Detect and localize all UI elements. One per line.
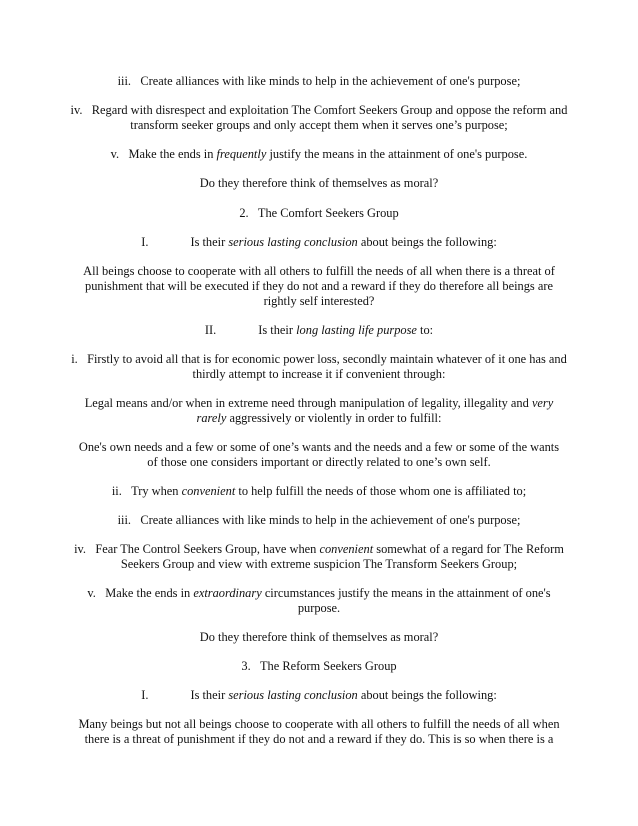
roman-item-I — [0, 688, 638, 703]
paragraph-text: aggressively or violently in order to fulfill: — [229, 411, 442, 425]
paragraph-line — [0, 294, 638, 309]
paragraph-line — [0, 279, 638, 294]
paragraph-text: rightly self interested? — [263, 294, 375, 308]
section-title: The Reform Seekers Group — [259, 659, 397, 673]
question-text: Do they therefore think of themselves as moral? — [199, 176, 439, 190]
question-text: Do they therefore think of themselves as moral? — [199, 630, 439, 644]
item-text: Is their — [258, 323, 293, 337]
item-text: Firstly to avoid all that is for economic power loss, secondly maintain whatever of it one has and — [87, 352, 567, 366]
item-number: v. — [87, 586, 96, 600]
item-number: iii. — [117, 513, 132, 527]
list-item-i — [0, 352, 638, 367]
section-number: 3. — [241, 659, 251, 673]
item-text: about beings the following: — [360, 688, 497, 702]
list-item-v — [0, 586, 638, 601]
item-text: transform seeker groups and only accept them when it serves one’s purpose; — [130, 118, 508, 132]
item-text: Create alliances with like minds to help in the achievement of one's purpose; — [140, 74, 521, 88]
item-number: iv. — [74, 542, 87, 556]
item-text: Is their — [190, 235, 226, 249]
paragraph-line — [0, 455, 638, 470]
paragraph-text: All beings choose to cooperate with all others to fulfill the needs of all when there is a threat of — [83, 264, 555, 278]
item-number: iv. — [70, 103, 83, 117]
item-number: I. — [141, 688, 149, 702]
item-text: Try when — [131, 484, 179, 498]
list-item-iii — [0, 74, 638, 89]
item-number: I. — [141, 235, 149, 249]
paragraph-line — [0, 396, 638, 411]
item-text: purpose. — [297, 601, 341, 615]
list-item-v — [0, 147, 638, 162]
item-text: to: — [420, 323, 434, 337]
paragraph-line — [0, 732, 638, 747]
paragraph-text: One's own needs and a few or some of one’s wants and the needs and a few or some of the wants — [78, 440, 560, 454]
item-text: Is their — [190, 688, 226, 702]
paragraph-line — [0, 717, 638, 732]
paragraph-line — [0, 440, 638, 455]
emphasis: serious lasting conclusion — [228, 688, 358, 702]
paragraph-line — [0, 411, 638, 426]
item-number: v. — [110, 147, 120, 161]
emphasis: serious lasting conclusion — [228, 235, 358, 249]
paragraph-text: of those one considers important or directly related to one’s own self. — [147, 455, 491, 469]
item-number: iii. — [117, 74, 132, 88]
item-number: ii. — [111, 484, 122, 498]
item-number: i. — [71, 352, 78, 366]
emphasis: convenient — [319, 542, 374, 556]
paragraph-line — [0, 264, 638, 279]
item-text: Make the ends in — [128, 147, 214, 161]
question-line — [0, 630, 638, 645]
item-text: somewhat of a regard for The Reform — [376, 542, 564, 556]
emphasis: very — [531, 396, 554, 410]
list-item-v-continuation — [0, 601, 638, 616]
list-item-iv-continuation — [0, 118, 638, 133]
item-text: about beings the following: — [360, 235, 497, 249]
item-text: Seekers Group and view with extreme suspicion The Transform Seekers Group; — [120, 557, 518, 571]
item-text: thirdly attempt to increase it if convenient through: — [192, 367, 446, 381]
item-text: Regard with disrespect and exploitation The Comfort Seekers Group and oppose the reform and — [91, 103, 568, 117]
item-text: Make the ends in — [105, 586, 191, 600]
emphasis: long lasting life purpose — [296, 323, 417, 337]
list-item-ii — [0, 484, 638, 499]
emphasis: frequently — [216, 147, 267, 161]
item-text: justify the means in the attainment of one's purpose. — [269, 147, 528, 161]
emphasis: convenient — [181, 484, 236, 498]
paragraph-text: there is a threat of punishment if they do not and a reward if they do. This is so when there is a — [84, 732, 554, 746]
emphasis: rarely — [196, 411, 227, 425]
question-line — [0, 176, 638, 191]
list-item-iii — [0, 513, 638, 528]
list-item-iv — [0, 103, 638, 118]
item-text: to help fulfill the needs of those whom one is affiliated to; — [238, 484, 527, 498]
roman-item-II — [0, 323, 638, 338]
paragraph-text: Many beings but not all beings choose to cooperate with all others to fulfill the needs of all when — [78, 717, 560, 731]
item-number: II. — [204, 323, 217, 337]
paragraph-text: punishment that will be executed if they do not and a reward if they do therefore all beings are — [85, 279, 553, 293]
list-item-iv-continuation — [0, 557, 638, 572]
list-item-i-continuation — [0, 367, 638, 382]
roman-item-I — [0, 235, 638, 250]
item-text: Fear The Control Seekers Group, have when — [95, 542, 317, 556]
list-item-iv — [0, 542, 638, 557]
paragraph-text: Legal means and/or when in extreme need through manipulation of legality, illegality and — [84, 396, 529, 410]
section-title: The Comfort Seekers Group — [257, 206, 399, 220]
item-text: Create alliances with like minds to help in the achievement of one's purpose; — [140, 513, 521, 527]
section-number: 2. — [239, 206, 249, 220]
item-text: circumstances justify the means in the attainment of one's — [264, 586, 551, 600]
emphasis: extraordinary — [193, 586, 262, 600]
section-heading — [0, 659, 638, 674]
section-heading — [0, 206, 638, 221]
